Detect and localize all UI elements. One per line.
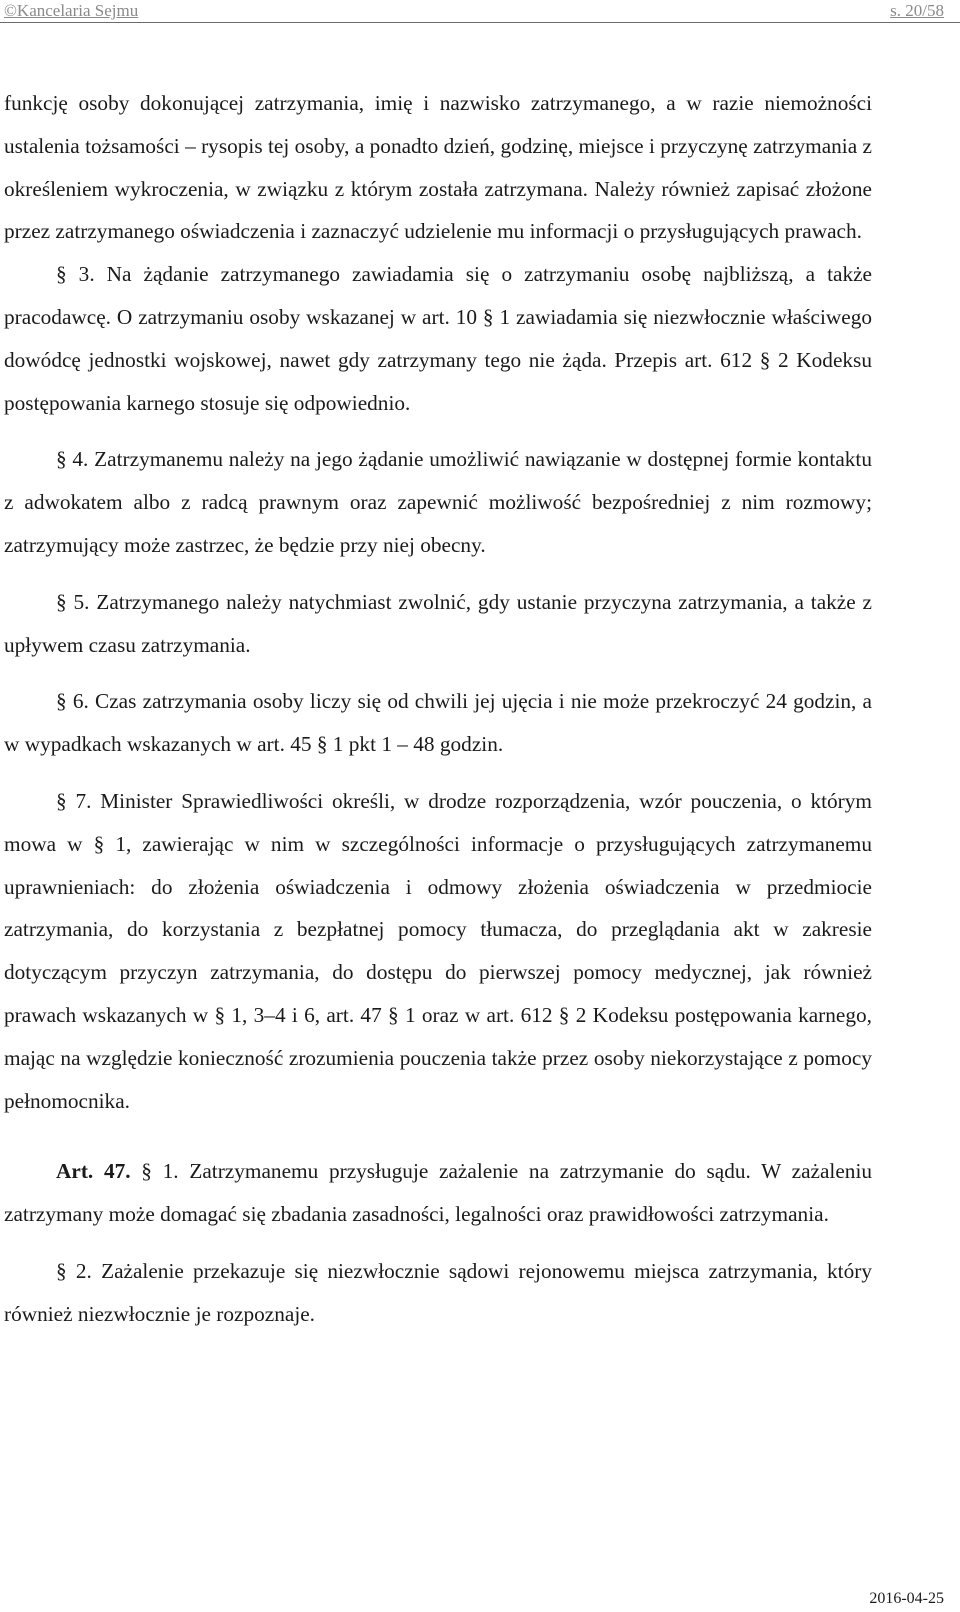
footer-date: 2016-04-25 <box>869 1590 944 1607</box>
page-header <box>0 0 960 23</box>
paragraph-section-6: § 6. Czas zatrzymania osoby liczy się od chwili jej ujęcia i nie może przekroczyć 24 godzin, a w wypadkach wskazanych w art. 45 § 1 pkt 1 – 48 godzin. <box>4 689 872 757</box>
article-47-text: § 1. Zatrzymanemu przysługuje zażalenie na zatrzymanie do sądu. W zażaleniu zatrzymany może domagać się zbadania zasadności, legalności oraz prawidłowości zatrzymania. <box>4 1159 873 1227</box>
paragraph-section-7: § 7. Minister Sprawiedliwości określi, w drodze rozporządzenia, wzór pouczenia, o którym mowa w § 1, zawierając w nim w szczególności informacje o przysługujących zatrzymanemu uprawnieniach: do złożenia oświadczenia i odmowy złożenia oświadczenia w przedmiocie zatrzymania, do korzystania z bezpłatnej pomocy tłumacza, do przeglądania akt w zakresie dotyczącym przyczyn zatrzymania, do dostępu do pierwszej pomocy medycznej, jak również prawach wskazanych w § 1, 3–4 i 6, art. 47 § 1 oraz w art. 612 § 2 Kodeksu postępowania karnego, mając na względzie konieczność zrozumienia pouczenia także przez osoby niekorzystające z pomocy pełnomocnika. <box>4 788 872 1113</box>
page-number: s. 20/58 <box>890 1 944 20</box>
paragraph-article-47-section-2: § 2. Zażalenie przekazuje się niezwłocznie sądowi rejonowemu miejsca zatrzymania, który również niezwłocznie je rozpoznaje. <box>4 1258 872 1326</box>
document-body <box>4 82 872 1336</box>
paragraph-section-3: § 3. Na żądanie zatrzymanego zawiadamia się o zatrzymaniu osobę najbliższą, a także pracodawcę. O zatrzymaniu osoby wskazanej w art. 10 § 1 zawiadamia się niezwłocznie właściwego dowódcę jednostki wojskowej, nawet gdy zatrzymany tego nie żąda. Przepis art. 612 § 2 Kodeksu postępowania karnego stosuje się odpowiednio. <box>4 262 872 415</box>
paragraph-section-4: § 4. Zatrzymanemu należy na jego żądanie umożliwić nawiązanie w dostępnej formie kontaktu z adwokatem albo z radcą prawnym oraz zapewnić możliwość bezpośredniej z nim rozmowy; zatrzymujący może zastrzec, że będzie przy niej obecny. <box>4 447 872 557</box>
paragraph-section-5: § 5. Zatrzymanego należy natychmiast zwolnić, gdy ustanie przyczyna zatrzymania, a także z upływem czasu zatrzymania. <box>4 589 872 657</box>
paragraph-continuation: funkcję osoby dokonującej zatrzymania, imię i nazwisko zatrzymanego, a w razie niemożności ustalenia tożsamości – rysopis tej osoby, a ponadto dzień, godzinę, miejsce i przyczynę zatrzymania z określeniem wykroczenia, w związku z którym została zatrzymana. Należy również zapisać złożone przez zatrzymanego oświadczenia i zaznaczyć udzielenie mu informacji o przysługujących prawach. <box>4 91 872 244</box>
article-number: Art. 47. <box>56 1159 131 1184</box>
paragraph-article-47 <box>4 1150 872 1236</box>
publisher-label: ©Kancelaria Sejmu <box>4 1 139 20</box>
